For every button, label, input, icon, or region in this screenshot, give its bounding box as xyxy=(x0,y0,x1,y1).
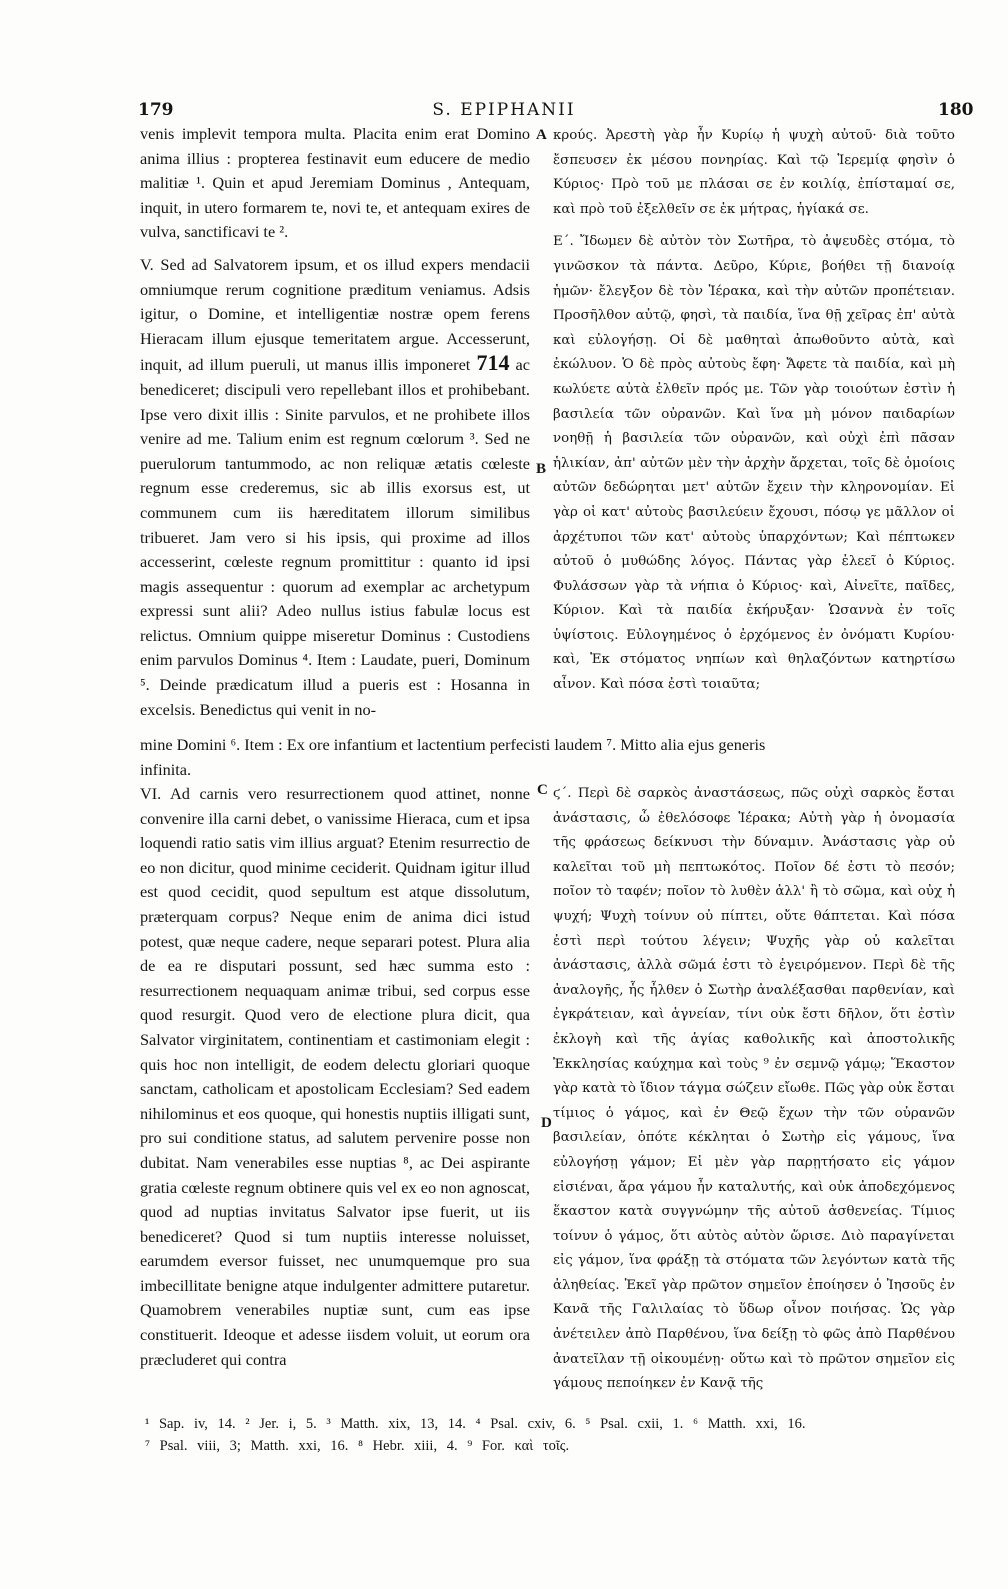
section-marker-b: B xyxy=(536,461,547,477)
latin-paragraph-2-end: infinita. xyxy=(140,759,192,779)
latin-full-width-text: mine Domini ⁶. Item : Ex ore infantium et lactentium perfecisti laudem ⁷. Mitto alia ejus generis xyxy=(140,735,766,754)
column-number: 714 xyxy=(476,350,510,376)
greek-column-lower xyxy=(553,782,955,1402)
footnote-line-1: ¹ Sap. iv, 14. ² Jer. i, 5. ³ Matth. xix, 13, 14. ⁴ Psal. cxiv, 6. ⁵ Psal. cxii, 1. ⁶ Matth. xxi, 16. xyxy=(145,1416,806,1432)
section-marker-a: A xyxy=(536,127,547,143)
section-marker-c: C xyxy=(537,782,548,798)
left-page-number: 179 xyxy=(138,100,174,120)
right-page-number: 180 xyxy=(938,100,974,120)
latin-full-width-line xyxy=(140,733,960,782)
latin-paragraph-2b: ac benediceret; discipuli vero repellebant illos et prohibebant. Ipse vero dixit illis : Sinite parvulos, et ne prohibete illos venire ad me. Talium enim est regnum cœlorum ³. Sed ne puerulorum tantummodo, ac non reliquæ ætatis cœleste regnum esse crederemus, sic ab illis exorsus est, ut communem cum iis hæreditatem illorum similibus tribueret. Jam vero si his ipsis, qui proxime ad illos accesserint, cœleste regnum promittitur : quanto id ipsi magis assequentur : quorum ad exemplar ac archetypum expressi sunt alii? Adeo nullus istius fabulæ locus est relictus. Omnium quippe miseretur Dominus : Custodiens enim parvulos Dominus ⁴. Item : Laudate, pueri, Dominum ⁵. Deinde prædicatum illud a pueris est : Hosanna in excelsis. Benedictus qui venit in no- xyxy=(140,355,530,719)
greek-paragraph-2: Ε΄. Ἴδωμεν δὲ αὐτὸν τὸν Σωτῆρα, τὸ ἀψευδὲς στόμα, τὸ γινῶσκον τὰ πάντα. Δεῦρο, Κύριε, βοήθει τῇ διανοίᾳ ἡμῶν· ἔλεγξον δὲ τὸν Ἱέρακα, καὶ τὴν αὐτῶν προπέτειαν. Προσῆλθον αὐτῷ, φησὶ, τὰ παιδία, ἵνα θῇ χεῖρας ἐπ' αὐτὰ καὶ εὐλογήσῃ. Οἱ δὲ μαθηταὶ ἀπωθοῦντο αὐτὰ, καὶ ἐκώλυον. Ὁ δὲ πρὸς αὐτοὺς ἔφη· Ἄφετε τὰ παιδία, καὶ μὴ κωλύετε αὐτὰ ἐλθεῖν πρός με. Τῶν γὰρ τοιούτων ἐστὶν ἡ βασιλεία τῶν οὐρανῶν. Καὶ ἵνα μὴ μόνον παιδαρίων νοηθῇ ἡ βασιλεία τῶν οὐρανῶν, καὶ οὐχὶ ἐπὶ πᾶσαν ἡλικίαν, ἀπ' αὐτῶν μὲν τὴν ἀρχὴν ἄρχεται, τοῖς δὲ ὁμοίοις αὐτῶν δεδώρηται μετ' αὐτῶν ἔχειν τὴν κληρονομίαν. Εἰ γὰρ οἱ κατ' αὐτοὺς βασιλεύειν ἔχουσι, πόσῳ γε μᾶλλον οἱ ἀρχέτυποι τῶν κατ' αὐτοὺς ὑπαρχόντων; Καὶ πέπτωκεν αὐτοῦ ὁ μυθώδης λόγος. Πάντας γὰρ ἐλεεῖ ὁ Κύριος. Φυλάσσων γὰρ τὰ νήπια ὁ Κύριος· καὶ, Αἰνεῖτε, παῖδες, Κύριον. Καὶ τὰ παιδία ἐκήρυξαν· Ὡσαννὰ ἐν τοῖς ὑψίστοις. Εὐλογημένος ὁ ἐρχόμενος ἐν ὀνόματι Κυρίου· καὶ, Ἐκ στόματος νηπίων καὶ θηλαζόντων κατηρτίσω αἶνον. Καὶ πόσα ἐστὶ τοιαῦτα; xyxy=(553,234,955,693)
section-marker-d: D xyxy=(541,1115,552,1131)
greek-paragraph-3: ϛ΄. Περὶ δὲ σαρκὸς ἀναστάσεως, πῶς οὐχὶ σαρκὸς ἔσται ἀνάστασις, ὦ ἐθελόσοφε Ἱέρακα; Αὐτὴ γὰρ ἡ ὀνομασία τῆς φράσεως δείκνυσι τὴν δύναμιν. Ἀνάστασις γὰρ οὐ καλεῖται τοῦ μὴ πεπτωκότος. Ποῖον δέ ἐστι τὸ πεσόν; ποῖον τὸ ταφέν; ποῖον τὸ λυθὲν ἀλλ' ἢ τὸ σῶμα, καὶ οὐχ ἡ ψυχή; Ψυχὴ τοίνυν οὐ πίπτει, οὔτε θάπτεται. Καὶ πόσα ἐστὶ περὶ τούτου λέγειν; Ψυχῆς γὰρ οὐ καλεῖται ἀνάστασις, ἀλλὰ σῶμά ἐστι τὸ ἐγειρόμενον. Περὶ δὲ τῆς ἀναλογῆς, ἧς ἦλθεν ὁ Σωτὴρ ἀναλέξασθαι παρθενίαν, καὶ ἐγκράτειαν, καὶ ἁγνείαν, τίνι οὐκ ἔστι δῆλον, ὅτι ἐστὶν ἐκλογὴ καὶ τῆς ἁγίας καθολικῆς καὶ ἀποστολικῆς Ἐκκλησίας καύχημα καὶ τοὺς ⁹ ἐν σεμνῷ γάμῳ; Ἕκαστον γὰρ κατὰ τὸ ἴδιον τάγμα σώζειν εἴωθε. Πῶς γὰρ οὐκ ἔσται τίμιος ὁ γάμος, καὶ ἐν Θεῷ ἔχων τὴν τῶν οὐρανῶν βασιλείαν, ὁπότε κέκληται ὁ Σωτὴρ εἰς γάμους, ἵνα εὐλογήσῃ γάμον; Εἰ μὲν γὰρ παρῃτήσατο εἰς γάμον εἰσιέναι, ἄρα γάμου ἦν καταλυτής, καὶ οὐκ ἀποδεχόμενος ἕκαστον κατὰ συγγνώμην τῆς αὐτοῦ ἀσθενείας. Τίμιος τοίνυν ὁ γάμος, ὅτι αὐτὸς αὐτὸν ὥρισε. Διὸ παραγίνεται εἰς γάμον, ἵνα φράξῃ τὰ στόματα τῶν λεγόντων κατὰ τῆς ἀληθείας. Ἐκεῖ γὰρ πρῶτον σημεῖον ἐποίησεν ὁ Ἰησοῦς ἐν Κανᾶ τῆς Γαλιλαίας τὸ ὕδωρ οἶνον ποιήσας. Ὡς γὰρ ἀνέτειλεν ἀπὸ Παρθένου, ἵνα δείξῃ τὸ φῶς ἀπὸ Παρθένου ἀνατεῖλαν τῇ οἰκουμένῃ· οὕτω καὶ τὸ πρῶτον σημεῖον εἰς γάμους πεποίηκεν ἐν Κανᾷ τῆς xyxy=(553,786,955,1392)
greek-paragraph-1: κρούς. Ἀρεστὴ γὰρ ἦν Κυρίῳ ἡ ψυχὴ αὐτοῦ· διὰ τοῦτο ἔσπευσεν ἐκ μέσου πονηρίας. Καὶ τῷ Ἱερεμίᾳ φησὶν ὁ Κύριος· Πρὸ τοῦ με πλάσαι σε ἐν κοιλίᾳ, ἐπίσταμαί σε, καὶ πρὸ τοῦ ἐξελθεῖν σε ἐκ μήτρας, ἡγίακά σε. xyxy=(553,128,955,217)
latin-paragraph-1: venis implevit tempora multa. Placita enim erat Domino anima illius : propterea festinavit eum educere de medio malitiæ ¹. Quin et apud Jeremiam Dominus , Antequam, inquit, in utero formarem te, novi te, et antequam exires de vulva, sanctificavi te ². xyxy=(140,124,530,242)
footnote-line-2: ⁷ Psal. viii, 3; Matth. xxi, 16. ⁸ Hebr. xiii, 4. ⁹ For. καὶ τοῖς. xyxy=(145,1438,570,1454)
latin-paragraph-2a: V. Sed ad Salvatorem ipsum, et os illud expers mendacii omniumque rerum cognitione præditum veniamus. Adsis igitur, o Domine, et intelligentiæ nostræ opem ferens Hieracam illum ejusque temeritatem argue. Accesserunt, inquit, ad illum pueruli, ut manus illis imponeret xyxy=(140,254,530,375)
greek-column-upper xyxy=(553,124,955,732)
latin-paragraph-3: VI. Ad carnis vero resurrectionem quod attinet, nonne convenire illa carni debet, o vanissime Hieraca, cum et ipsa loquendi ratio satis vim illius arguat? Etenim resurrectio de eo non dicitur, quod minime ceciderit. Quidnam igitur illud est quod cecidit, quod sepultum est atque dissolutum, præterquam corpus? Neque enim de anima dici istud potest, quæ neque cadere, neque separari potest. Plura alia de ea re disputari possunt, sed hæc summa esto : resurrectionem nequaquam animæ tribui, sed corpus esse quod resurgit. Quod vero de electione plura dicit, qua Salvator virginitatem, continentiam et castimoniam elegit : quis hoc non intelligit, de eodem delectu gloriari quoque sanctam, catholicam et apostolicam Ecclesiam? Sed eadem nihilominus et eos quoque, qui honestis nuptiis illigati sunt, pro sui conditione status, ad salutem pervenire posse non dubitat. Nam venerabiles esse nuptias ⁸, ac Dei aspirante gratia cœleste regnum obtinere quis vel ex eo non agnoscat, quod ad nuptias invitatus Salvator ipse fuerit, ut iis benediceret? Quod si tum nuptiis interesse noluisset, earumdem eversor fuisset, nec unumquemque pro sua imbecillitate benigne atque indulgenter admittere putaretur. Quamobrem venerabiles nuptiæ sunt, cum eas ipse constituerit. Ideoque et adesse iisdem voluit, ut eorum ora præcluderet qui contra xyxy=(140,784,530,1369)
latin-column-upper xyxy=(140,122,530,727)
running-title: S. EPIPHANII xyxy=(432,100,576,120)
latin-paragraph-2 xyxy=(140,253,530,722)
footnotes xyxy=(145,1413,975,1457)
latin-column-lower xyxy=(140,782,530,1402)
